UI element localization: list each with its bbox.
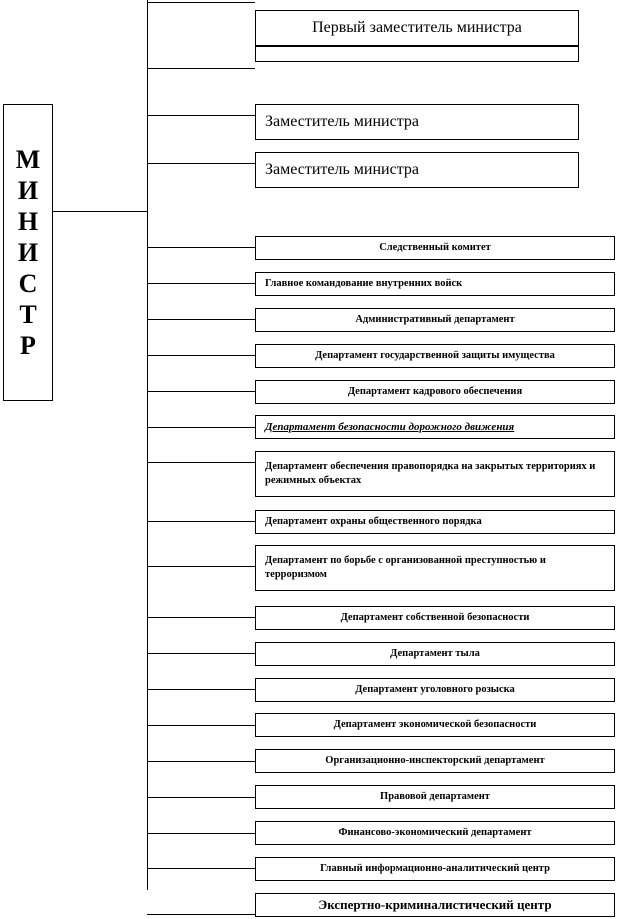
department-label: Департамент охраны общественного порядка — [265, 516, 482, 527]
connector-row — [147, 68, 255, 69]
department-box — [255, 713, 615, 737]
minister-letter: И — [17, 176, 39, 205]
department-box — [255, 380, 615, 404]
connector-row — [147, 247, 255, 248]
vertical-spine — [147, 0, 148, 890]
department-box — [255, 308, 615, 332]
department-label: Правовой департамент — [380, 791, 490, 802]
department-box — [255, 749, 615, 773]
connector-row — [147, 283, 255, 284]
connector-row — [147, 653, 255, 654]
first-deputy-box — [255, 10, 579, 46]
deputy-box — [255, 104, 579, 140]
department-label: Департамент тыла — [390, 648, 480, 659]
connector-row — [147, 521, 255, 522]
department-box — [255, 606, 615, 630]
department-box — [255, 236, 615, 260]
department-label: Главный информационно-аналитический центр — [320, 863, 550, 874]
connector-bottom — [147, 914, 255, 915]
connector-top — [147, 2, 255, 3]
department-box — [255, 893, 615, 917]
department-label: Экспертно-криминалистический центр — [318, 897, 552, 912]
department-label: Административный департамент — [355, 314, 515, 325]
department-label: Департамент экономической безопасности — [333, 719, 537, 730]
deputy-label: Заместитель министра — [265, 113, 419, 130]
connector-row — [147, 427, 255, 428]
minister-letter: С — [18, 269, 38, 298]
connector-row — [147, 566, 255, 567]
department-box — [255, 678, 615, 702]
deputy-box — [255, 152, 579, 188]
department-label: Департамент государственной защиты имущества — [315, 350, 555, 361]
department-label: Департамент безопасности дорожного движения — [265, 421, 515, 433]
department-box — [255, 642, 615, 666]
connector-row — [147, 689, 255, 690]
connector-row — [147, 391, 255, 392]
department-label: Главное командование внутренних войск — [265, 278, 463, 289]
connector-minister — [53, 211, 148, 212]
department-box — [255, 821, 615, 845]
department-label: Департамент уголовного розыска — [355, 684, 515, 695]
connector-row — [147, 868, 255, 869]
department-label: Департамент по борьбе с организованной преступностью и терроризмом — [265, 555, 546, 580]
connector-row — [147, 115, 255, 116]
connector-row — [147, 761, 255, 762]
connector-row — [147, 163, 255, 164]
minister-box — [3, 104, 53, 401]
minister-letter: М — [15, 145, 41, 174]
connector-row — [147, 617, 255, 618]
connector-row — [147, 833, 255, 834]
department-label: Следственный комитет — [379, 242, 491, 253]
connector-row — [147, 797, 255, 798]
first-deputy-subbox — [255, 46, 579, 62]
connector-row — [147, 355, 255, 356]
connector-row — [147, 462, 255, 463]
department-box — [255, 545, 615, 591]
department-box — [255, 344, 615, 368]
first-deputy-label: Первый заместитель министра — [312, 19, 522, 36]
connector-row — [147, 319, 255, 320]
department-box — [255, 510, 615, 534]
department-label: Финансово-экономический департамент — [338, 827, 532, 838]
department-box — [255, 785, 615, 809]
department-label: Департамент собственной безопасности — [340, 612, 530, 623]
department-box — [255, 451, 615, 497]
department-label: Департамент кадрового обеспечения — [347, 386, 523, 397]
minister-letter: Р — [20, 331, 36, 360]
minister-letter: Т — [19, 300, 37, 329]
minister-letter: И — [17, 238, 39, 267]
department-label: Департамент обеспечения правопорядка на закрытых территориях и режимных объектах — [265, 461, 596, 486]
deputy-label: Заместитель министра — [265, 161, 419, 178]
department-box — [255, 272, 615, 296]
department-label: Организационно-инспекторский департамент — [325, 755, 545, 766]
connector-row — [147, 725, 255, 726]
department-box — [255, 415, 615, 439]
minister-letter: Н — [17, 207, 39, 236]
department-box — [255, 857, 615, 881]
